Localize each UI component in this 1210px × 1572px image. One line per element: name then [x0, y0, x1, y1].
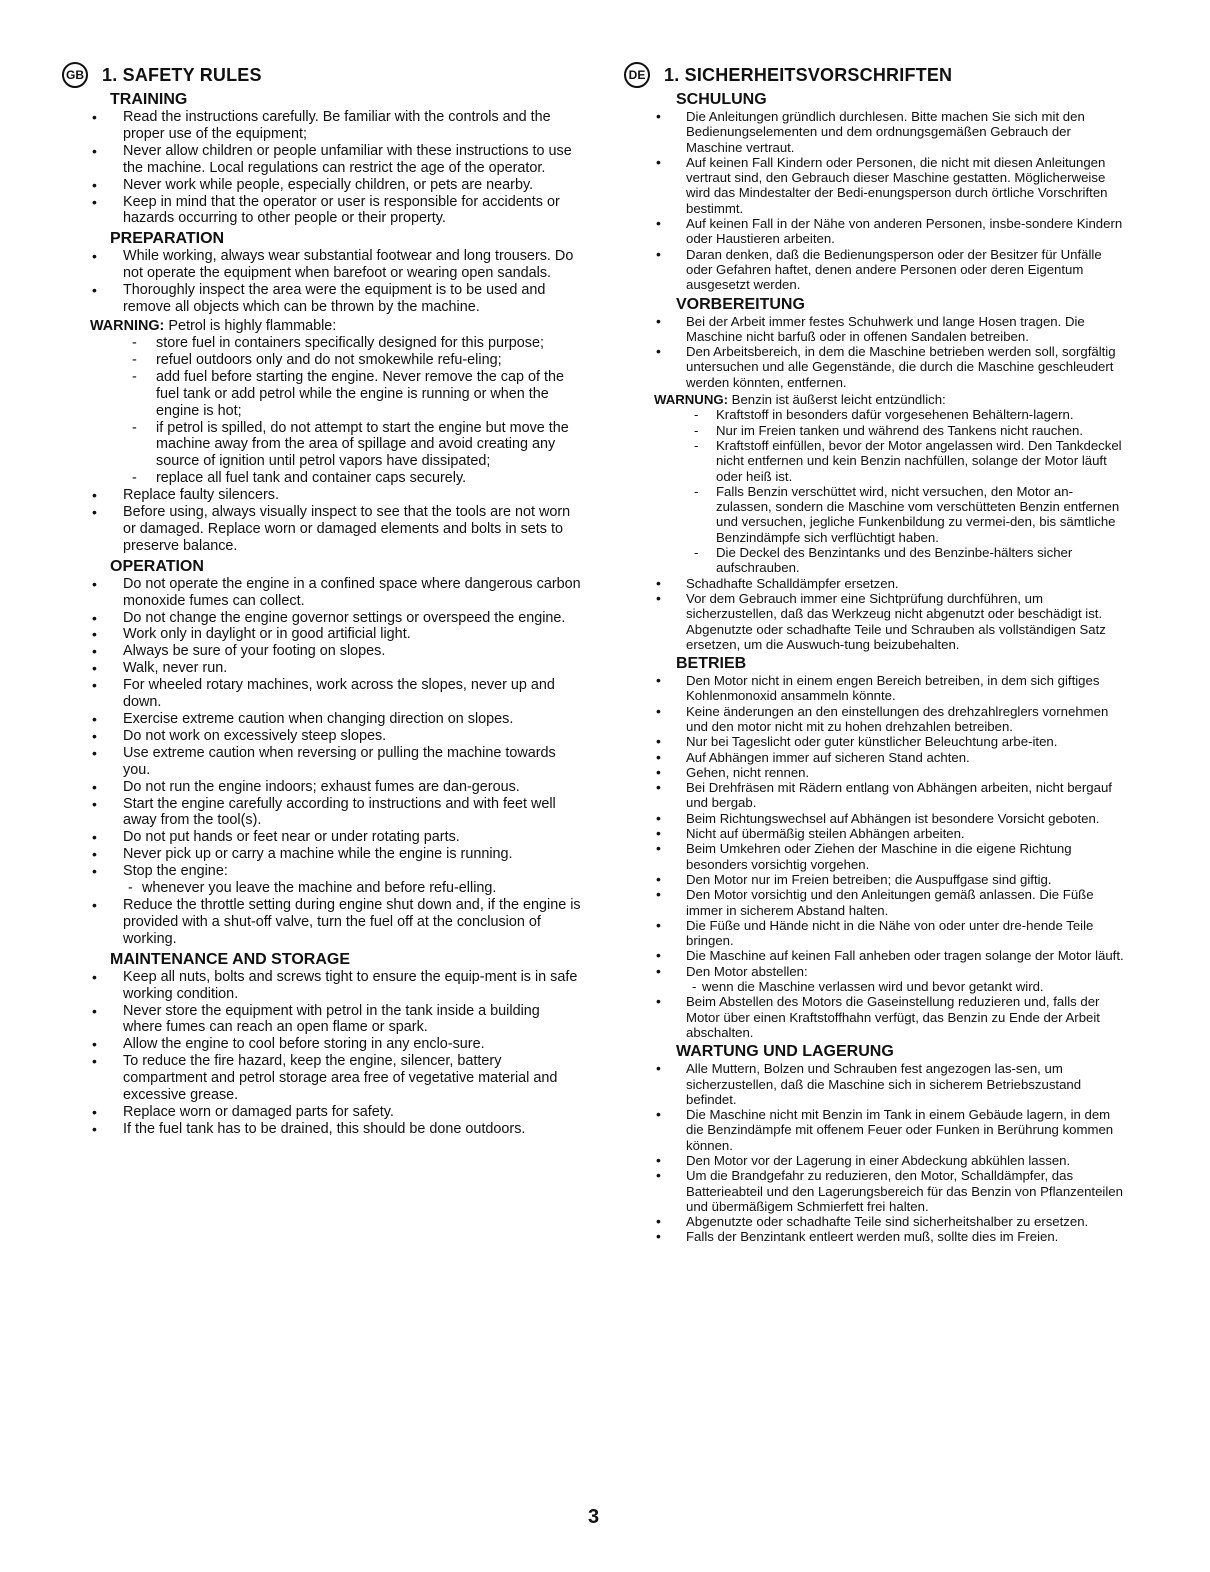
operation-list [624, 673, 1124, 979]
list-item: • Auf keinen Fall in der Nähe von anderen Personen, insbe-sondere Kindern oder Haustieren arbeiten. [624, 216, 1124, 247]
list-item: - refuel outdoors only and do not smokewhile refu-eling; [62, 352, 582, 369]
list-item: • To reduce the fire hazard, keep the engine, silencer, battery compartment and petrol storage area free of vegetative material and excessive grease. [62, 1053, 582, 1104]
preparation-heading: VORBEREITUNG [676, 295, 805, 313]
list-item: • Keep all nuts, bolts and screws tight to ensure the equip-ment is in safe working condition. [62, 969, 582, 1003]
preparation-list [62, 248, 582, 316]
list-item: • Always be sure of your footing on slopes. [62, 643, 582, 660]
list-item: • Bei der Arbeit immer festes Schuhwerk und lange Hosen tragen. Die Maschine nicht barfuß oder in offenen Sandalen betreiben. [624, 314, 1124, 345]
german-column [624, 62, 1124, 1245]
list-item: • Den Motor vorsichtig und den Anleitungen gemäß anlassen. Die Füße immer in sicherem Abstand halten. [624, 887, 1124, 918]
warning-label: WARNING: [90, 317, 165, 334]
warning-text: Benzin ist äußerst leicht entzündlich: [731, 392, 946, 408]
list-item: • Replace faulty silencers. [62, 487, 582, 504]
english-header [62, 62, 582, 88]
list-item: • Den Motor nur im Freien betreiben; die Auspuffgase sind giftig. [624, 872, 1124, 887]
list-item: - Kraftstoff in besonders dafür vorgesehenen Behältern-lagern. [624, 407, 1124, 422]
page-number: 3 [588, 1506, 600, 1528]
english-column [62, 62, 582, 1138]
operation-heading: OPERATION [110, 557, 204, 575]
list-item: • Alle Muttern, Bolzen und Schrauben fest angezogen las-sen, um sicherzustellen, daß die Maschine sich in sicherem Betriebszustand befindet. [624, 1061, 1124, 1107]
list-item: • Keep in mind that the operator or user is responsible for accidents or hazards occurring to other people or their property. [62, 194, 582, 228]
list-item: • Never work while people, especially children, or pets are nearby. [62, 177, 582, 194]
list-item: - Kraftstoff einfüllen, bevor der Motor angelassen wird. Den Tankdeckel nicht entfernen und kein Benzin nachfüllen, solange der Motor läuft oder heiß ist. [624, 438, 1124, 484]
gb-language-badge: GB [62, 62, 88, 88]
list-item: - add fuel before starting the engine. Never remove the cap of the fuel tank or add petrol while the engine is running or when the engine is hot; [62, 369, 582, 420]
preparation-list [624, 314, 1124, 390]
list-item: • Beim Umkehren oder Ziehen der Maschine in die eigene Richtung besonders vorsichtig vorgehen. [624, 841, 1124, 872]
list-item: • Bei Drehfräsen mit Rädern entlang von Abhängen arbeiten, nicht bergauf und bergab. [624, 780, 1124, 811]
list-item: • Die Füße und Hände nicht in die Nähe von oder unter dre-hende Teile bringen. [624, 918, 1124, 949]
list-item: • Beim Abstellen des Motors die Gaseinstellung reduzieren und, falls der Motor über einen Kraftstoffhahn verfügt, das Benzin zu Ende der Arbeit abschalten. [624, 994, 1124, 1040]
list-item: • Abgenutzte oder schadhafte Teile sind sicherheitshalber zu ersetzen. [624, 1214, 1124, 1229]
list-item: • Den Arbeitsbereich, in dem die Maschine betrieben werden soll, sorgfältig untersuchen und alle Gegenstände, die durch die Maschine geschleudert werden könnten, entfernen. [624, 344, 1124, 390]
stop-engine-list [62, 880, 582, 897]
list-item: • Do not work on excessively steep slopes. [62, 728, 582, 745]
list-item: • Never pick up or carry a machine while the engine is running. [62, 846, 582, 863]
list-item: - if petrol is spilled, do not attempt to start the engine but move the machine away from the area of spillage and avoid creating any source of ignition until petrol vapors have dissipated; [62, 420, 582, 471]
list-item: • While working, always wear substantial footwear and long trousers. Do not operate the equipment when barefoot or wearing open sandals. [62, 248, 582, 282]
list-item: • Die Maschine nicht mit Benzin im Tank in einem Gebäude lagern, in dem die Benzindämpfe mit offenem Feuer oder Funken in Berührung kommen können. [624, 1107, 1124, 1153]
operation-list [62, 576, 582, 880]
operation-list-2 [624, 994, 1124, 1040]
warning-line [654, 392, 1124, 407]
list-item: • Nur bei Tageslicht oder guter künstlicher Beleuchtung arbe-iten. [624, 734, 1124, 749]
list-item: • Do not change the engine governor settings or overspeed the engine. [62, 610, 582, 627]
list-item: • Stop the engine: [62, 863, 582, 880]
list-item: • Schadhafte Schalldämpfer ersetzen. [624, 576, 1124, 591]
list-item: • Den Motor nicht in einem engen Bereich betreiben, in dem sich giftiges Kohlenmonoxid ansammeln könnte. [624, 673, 1124, 704]
training-heading: TRAINING [110, 91, 188, 108]
list-item: • Allow the engine to cool before storing in any enclo-sure. [62, 1036, 582, 1053]
list-item: • Exercise extreme caution when changing direction on slopes. [62, 711, 582, 728]
list-item: - wenn die Maschine verlassen wird und bevor getankt wird. [624, 979, 1124, 994]
training-list [624, 109, 1124, 293]
list-item: • Die Anleitungen gründlich durchlesen. Bitte machen Sie sich mit den Bedienungselementen und dem ordnungsgemäßen Gebrauch der Maschine vertraut. [624, 109, 1124, 155]
list-item: • Before using, always visually inspect to see that the tools are not worn or damaged. Replace worn or damaged elements and bolts in sets to preserve balance. [62, 504, 582, 555]
warning-text: Petrol is highly flammable: [168, 317, 337, 334]
list-item: • Walk, never run. [62, 660, 582, 677]
preparation-list-2 [624, 576, 1124, 652]
list-item: • Thoroughly inspect the area were the equipment is to be used and remove all objects which can be thrown by the machine. [62, 282, 582, 316]
list-item: • Work only in daylight or in good artificial light. [62, 626, 582, 643]
list-item: • Daran denken, daß die Bedienungsperson oder der Besitzer für Unfälle oder Gefahren haftet, denen andere Personen oder deren Eigentum ausgesetzt werden. [624, 247, 1124, 293]
section-title: 1. SICHERHEITSVORSCHRIFTEN [664, 64, 953, 85]
list-item: - Die Deckel des Benzintanks und des Benzinbe-hälters sicher aufschrauben. [624, 545, 1124, 576]
list-item: • Never allow children or people unfamiliar with these instructions to use the machine. Local regulations can restrict the age of the operator. [62, 143, 582, 177]
german-header [624, 62, 1124, 88]
warning-list [624, 407, 1124, 575]
list-item: • Never store the equipment with petrol in the tank inside a building where fumes can reach an open flame or spark. [62, 1003, 582, 1037]
list-item: • Gehen, nicht rennen. [624, 765, 1124, 780]
list-item: - store fuel in containers specifically designed for this purpose; [62, 335, 582, 352]
list-item: • Do not put hands or feet near or under rotating parts. [62, 829, 582, 846]
maintenance-heading: WARTUNG UND LAGERUNG [676, 1043, 894, 1061]
de-language-badge: DE [624, 62, 650, 88]
stop-engine-list [624, 979, 1124, 994]
list-item: - Nur im Freien tanken und während des Tankens nicht rauchen. [624, 423, 1124, 438]
list-item: • Start the engine carefully according to instructions and with feet well away from the tool(s). [62, 796, 582, 830]
list-item: • If the fuel tank has to be drained, this should be done outdoors. [62, 1121, 582, 1138]
list-item: • Do not run the engine indoors; exhaust fumes are dan-gerous. [62, 779, 582, 796]
preparation-list-2 [62, 487, 582, 555]
list-item: - replace all fuel tank and container caps securely. [62, 470, 582, 487]
list-item: • Do not operate the engine in a confined space where dangerous carbon monoxide fumes can collect. [62, 576, 582, 610]
list-item: - Falls Benzin verschüttet wird, nicht versuchen, den Motor an-zulassen, sondern die Maschine vom verschütteten Benzin entfernen und versuchen, jegliche Funkenbildung zu vermei-den, bis sämtliche Benzindämpfe sich verflüchtigt haben. [624, 484, 1124, 545]
section-title: 1. SAFETY RULES [102, 64, 262, 85]
list-item: • Replace worn or damaged parts for safety. [62, 1104, 582, 1121]
list-item: • Auf Abhängen immer auf sicheren Stand achten. [624, 750, 1124, 765]
training-list [62, 109, 582, 227]
list-item: • Nicht auf übermäßig steilen Abhängen arbeiten. [624, 826, 1124, 841]
list-item: • Vor dem Gebrauch immer eine Sichtprüfung durchführen, um sicherzustellen, daß das Werkzeug nicht abgenutzt oder beschädigt ist. Abgenutzte oder schadhafte Teile und Schrauben als vollständigen Satz ersetzen, um die Auswuch-tung beizubehalten. [624, 591, 1124, 652]
list-item: • Die Maschine auf keinen Fall anheben oder tragen solange der Motor läuft. [624, 948, 1124, 963]
maintenance-list [624, 1061, 1124, 1245]
list-item: • Um die Brandgefahr zu reduzieren, den Motor, Schalldämpfer, das Batterieabteil und den Lagerungsbereich für das Benzin von Pflanzenteilen und übermäßigem Schmierfett frei halten. [624, 1168, 1124, 1214]
list-item: • Beim Richtungswechsel auf Abhängen ist besondere Vorsicht geboten. [624, 811, 1124, 826]
training-heading: SCHULUNG [676, 91, 767, 108]
list-item: • Den Motor abstellen: [624, 964, 1124, 979]
list-item: • Read the instructions carefully. Be familiar with the controls and the proper use of the equipment; [62, 109, 582, 143]
preparation-heading: PREPARATION [110, 230, 225, 248]
operation-heading: BETRIEB [676, 655, 747, 673]
warning-list [62, 335, 582, 487]
warning-line [90, 318, 582, 335]
operation-list-2 [62, 897, 582, 948]
list-item: - whenever you leave the machine and before refu-elling. [62, 880, 582, 897]
list-item: • Reduce the throttle setting during engine shut down and, if the engine is provided with a shut-off valve, turn the fuel off at the conclusion of working. [62, 897, 582, 948]
list-item: • Use extreme caution when reversing or pulling the machine towards you. [62, 745, 582, 779]
list-item: • Den Motor vor der Lagerung in einer Abdeckung abkühlen lassen. [624, 1153, 1124, 1168]
maintenance-list [62, 969, 582, 1138]
list-item: • Falls der Benzintank entleert werden muß, sollte dies im Freien. [624, 1229, 1124, 1244]
maintenance-heading: MAINTENANCE AND STORAGE [110, 950, 351, 968]
list-item: • For wheeled rotary machines, work across the slopes, never up and down. [62, 677, 582, 711]
warning-label: WARNUNG: [654, 392, 728, 408]
list-item: • Auf keinen Fall Kindern oder Personen, die nicht mit diesen Anleitungen vertraut sind, den Gebrauch dieser Maschine gestatten. Möglicherweise wird das Mindestalter der Bedi-enungsperson durch örtliche Vorschriften bestimmt. [624, 155, 1124, 216]
list-item: • Keine änderungen an den einstellungen des drehzahlreglers vornehmen und den motor nicht mit zu hohen drehzahlen betreiben. [624, 704, 1124, 735]
